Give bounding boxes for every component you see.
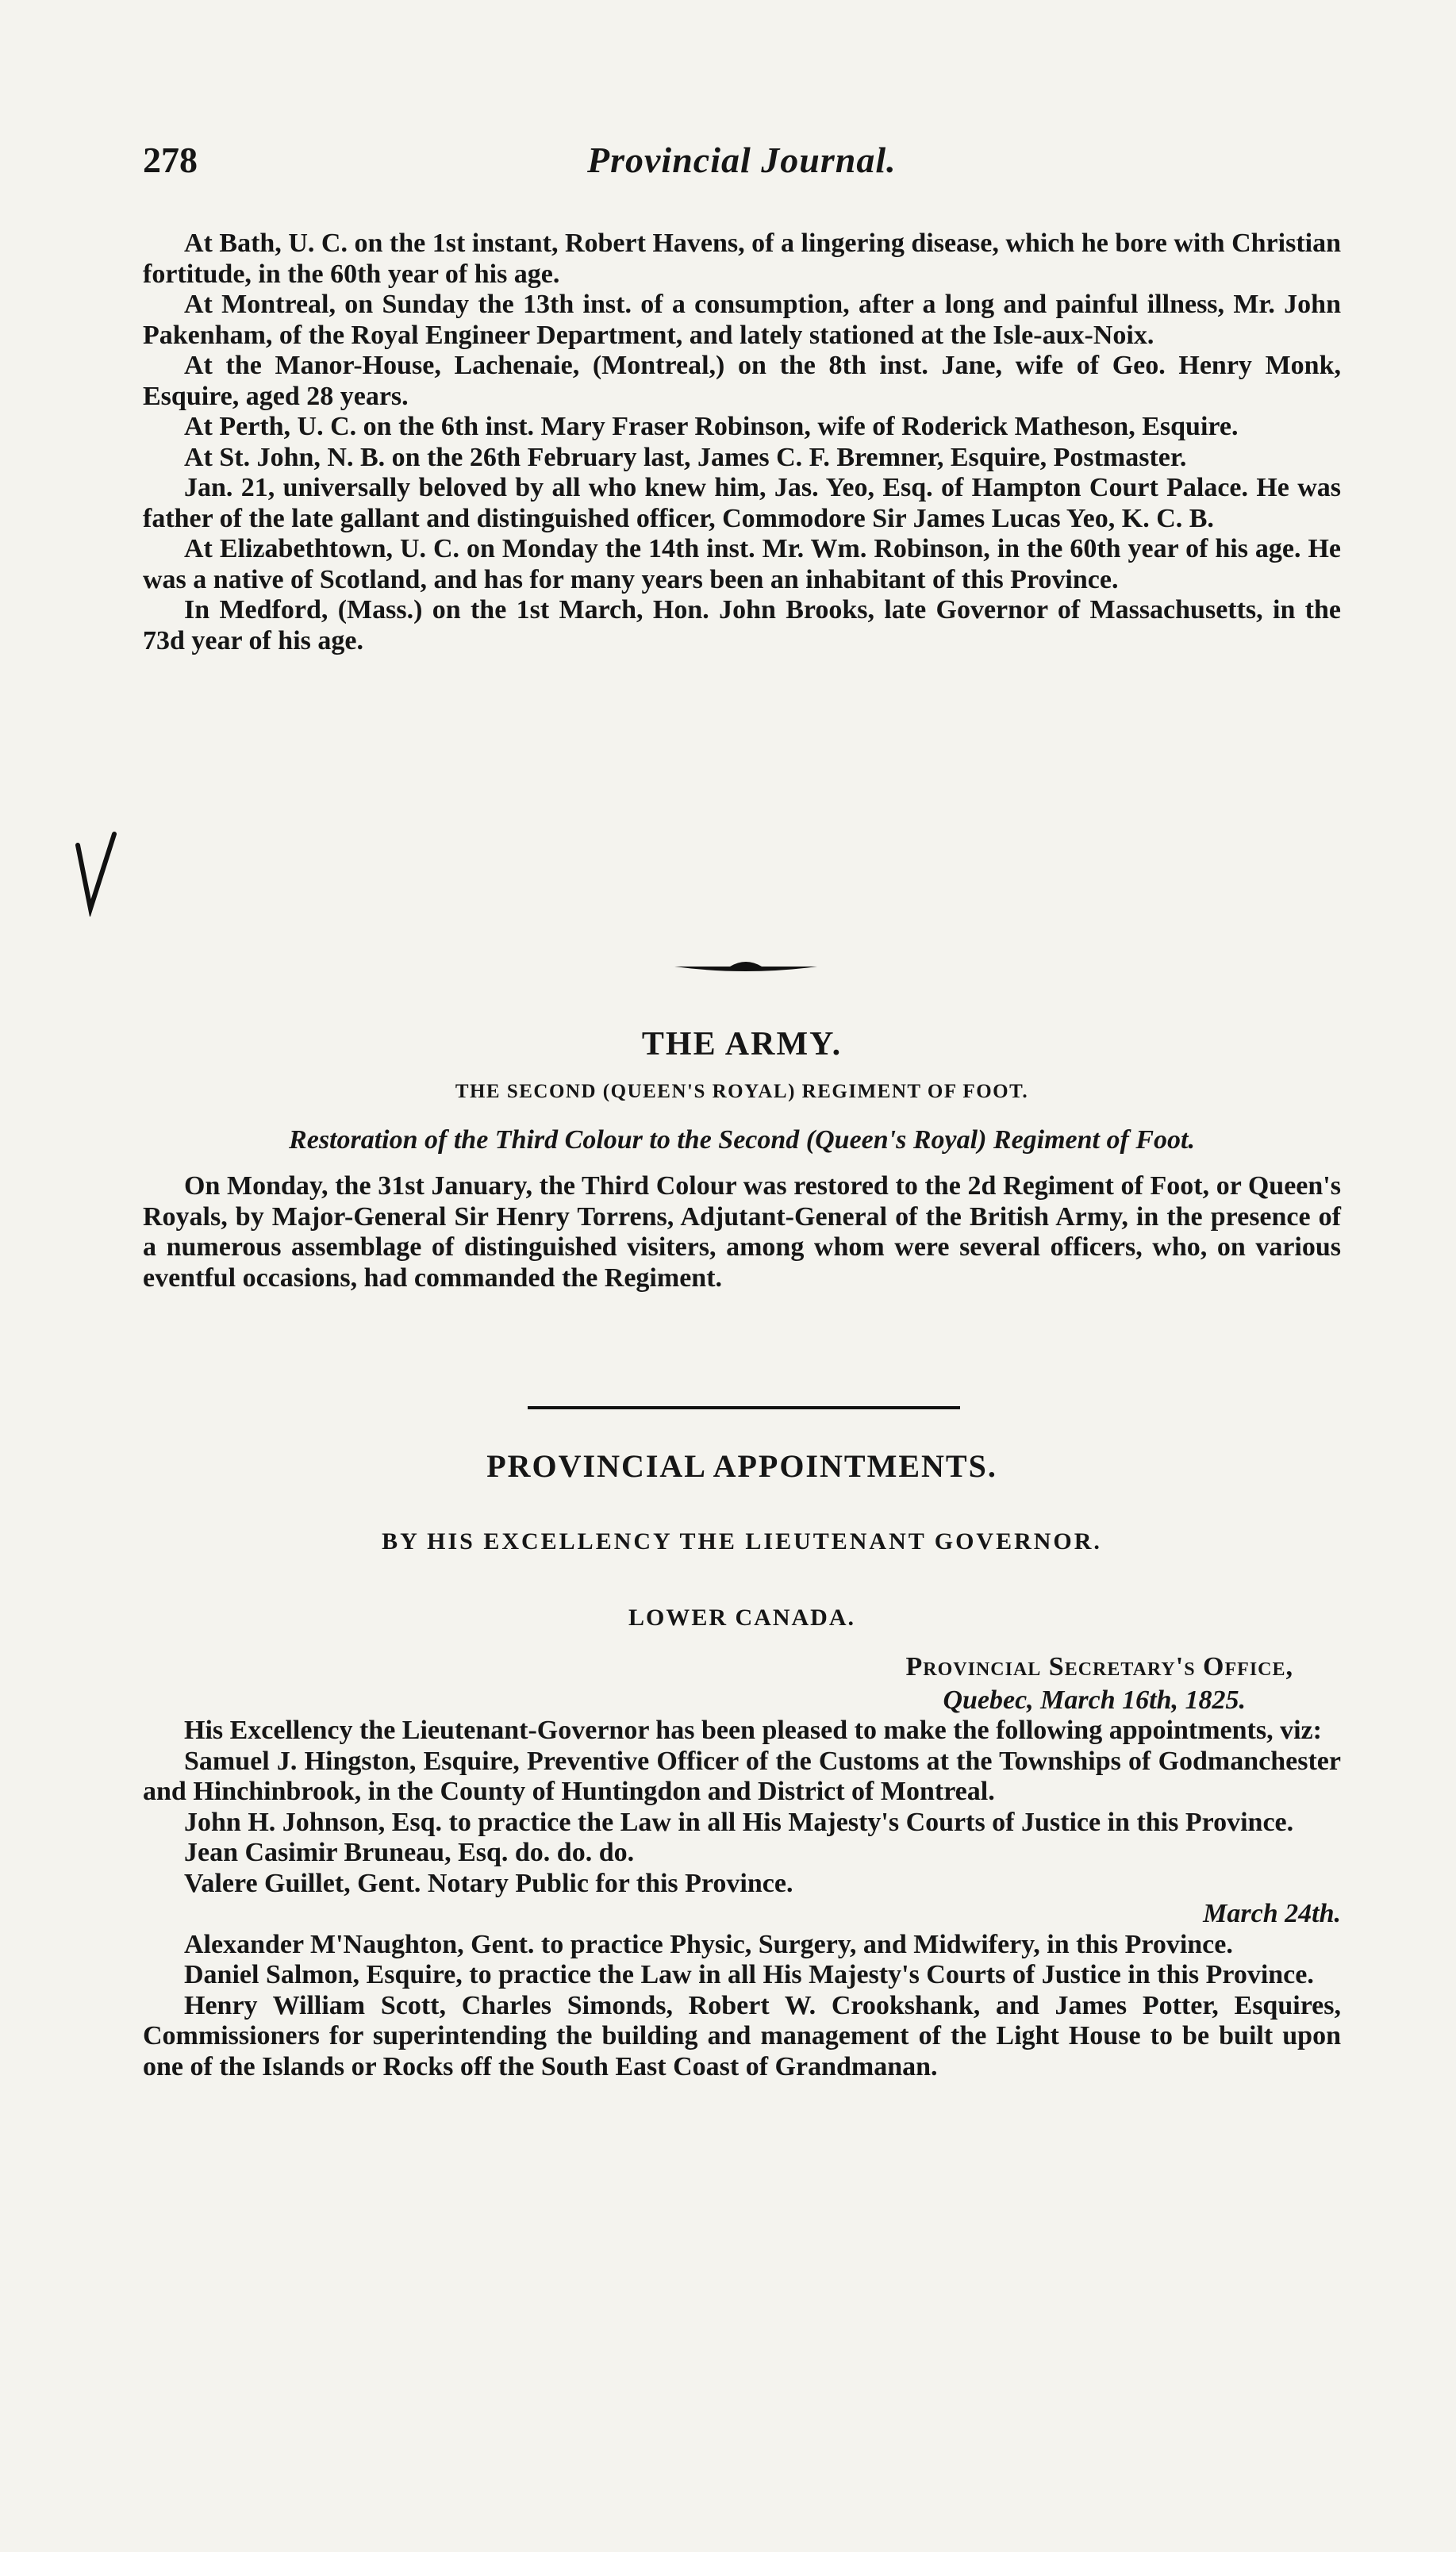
army-heading: THE ARMY. [641,1026,843,1063]
appointments-heading: PROVINCIAL APPOINTMENTS. [486,1448,997,1484]
handwritten-check-mark [73,829,121,917]
obituary-entry: At the Manor-House, Lachenaie, (Montreal,) on the 8th inst. Jane, wife of Geo. Henry Monk, Esquire, aged 28 years. [143,351,1341,411]
region-heading: LOWER CANADA. [628,1605,855,1631]
horizontal-rule [528,1406,960,1409]
obituary-entry: At St. John, N. B. on the 26th February last, James C. F. Bremner, Esquire, Postmaster. [184,442,1187,472]
appointment-entry: Henry William Scott, Charles Simonds, Robert W. Crookshank, and James Potter, Esquires, Commissioners for superintending the building and management of the Light House to be built upon one of the Islands or Rocks off the South East Coast of Grandmanan. [143,1990,1341,2081]
obituary-entry: At Montreal, on Sunday the 13th inst. of a consumption, after a long and painful illness, Mr. John Pakenham, of the Royal Engineer Department, and lately stationed at the Isle-aux-Noix. [143,290,1341,350]
office-date: Quebec, March 16th, 1825. [943,1685,1246,1715]
running-title: Provincial Journal. [587,140,897,180]
appointment-entry: Alexander M'Naughton, Gent. to practice Physic, Surgery, and Midwifery, in this Province. [184,1929,1233,1959]
appointment-entry: Valere Guillet, Gent. Notary Public for this Province. [184,1868,793,1898]
appointment-entry: Samuel J. Hingston, Esquire, Preventive Officer of the Customs at the Townships of Godmanchester and Hinchinbrook, in the County of Huntingdon and District of Montreal. [143,1746,1341,1806]
appointment-entry: Jean Casimir Bruneau, Esq. do. do. do. [184,1838,635,1867]
army-article-title: Restoration of the Third Colour to the Second (Queen's Royal) Regiment of Foot. [289,1125,1195,1155]
office-name: Provincial Secretary's Office, [905,1652,1293,1681]
obituary-entry: At Bath, U. C. on the 1st instant, Robert Havens, of a lingering disease, which he bore with Christian fortitude, in the 60th year of his age. [143,229,1341,289]
army-subheading: THE SECOND (QUEEN'S ROYAL) REGIMENT OF FOOT. [455,1081,1029,1102]
appointments-list [143,1716,1341,2082]
obituary-entry: Jan. 21, universally beloved by all who knew him, Jas. Yeo, Esq. of Hampton Court Palace. He was father of the late gallant and distinguished officer, Commodore Sir James Lucas Yeo, K. C. B. [143,473,1341,533]
office-dateline-block [906,1651,1294,1717]
obituaries-section [143,229,1341,656]
army-paragraph: On Monday, the 31st January, the Third Colour was restored to the 2d Regiment of Foot, or Queen's Royals, by Major-General Sir Henry Torrens, Adjutant-General of the British Army, in the presence of a numerous assemblage of distinguished visiters, among whom were several officers, who, on various eventful occasions, had commanded the Regiment. [143,1171,1341,1293]
appointment-entry: John H. Johnson, Esq. to practice the Law in all His Majesty's Courts of Justice in this Province. [184,1807,1294,1837]
army-article-body [143,1171,1341,1293]
appointment-entry: Daniel Salmon, Esquire, to practice the Law in all His Majesty's Courts of Justice in this Province. [184,1960,1314,1989]
appointment-entry: His Excellency the Lieutenant-Governor has been pleased to make the following appointments, viz: [184,1716,1322,1745]
obituary-entry: At Perth, U. C. on the 6th inst. Mary Fraser Robinson, wife of Roderick Matheson, Esquire. [184,412,1239,441]
obituary-entry: In Medford, (Mass.) on the 1st March, Hon. John Brooks, late Governor of Massachusetts, in the 73d year of his age. [143,595,1341,655]
obituary-entry: At Elizabethtown, U. C. on Monday the 14th inst. Mr. Wm. Robinson, in the 60th year of his age. He was a native of Scotland, and has for many years been an inhabitant of this Province. [143,534,1341,594]
appointments-authority: BY HIS EXCELLENCY THE LIEUTENANT GOVERNOR. [382,1528,1102,1555]
page-header [143,139,1349,186]
appointment-date: March 24th. [1203,1899,1341,1928]
section-divider-ornament [674,957,817,976]
page-number: 278 [143,140,198,180]
